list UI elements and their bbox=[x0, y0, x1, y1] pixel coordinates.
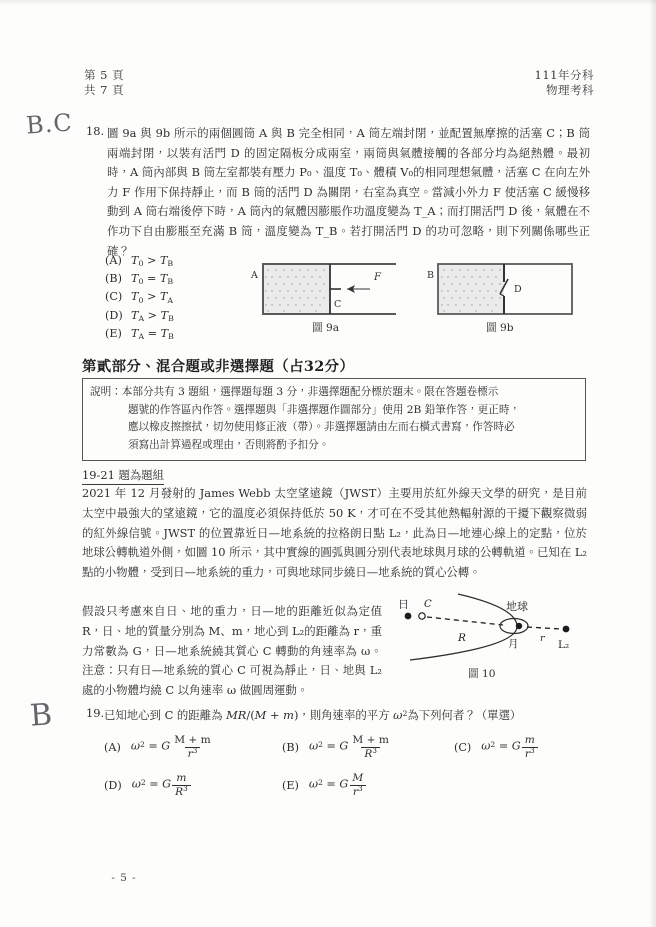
instruction-line-1 bbox=[90, 384, 578, 402]
figure-10-label-r: r bbox=[540, 633, 545, 644]
figure-9-svg bbox=[248, 258, 592, 338]
group-paragraph-1: 2021 年 12 月發射的 James Webb 太空望遠鏡（JWST）主要用於紅外線天文學的研究，是目前太空中最強大的望遠鏡，它的溫度必須保持低於 50 K，才可在不受其他熱輻射源的干擾下觀察微弱的紅外線信號。JWST 的位置靠近日—地系統的拉格朗日點 L₂，此為日—地連心線上的定點，位於地球公轉軌道外側，如圖 10 所示，其中實線的圓弧與圓分別代表地球與月球的公轉軌道。已知在 L₂點的小物體，受到日—地系統的重力，可與地球同步繞日—地系統的質心公轉。 bbox=[82, 486, 587, 580]
option-label: (C) bbox=[454, 740, 472, 754]
question-18-number: 18. bbox=[86, 124, 105, 138]
option-text: $T_0 > T_A$ bbox=[131, 290, 174, 305]
question-19-options bbox=[104, 728, 596, 804]
page-footer: - 5 - bbox=[111, 872, 137, 884]
figure-10-label-L2: L₂ bbox=[558, 639, 570, 651]
figure-9a-caption: 圖 9a bbox=[312, 322, 340, 334]
frac-numerator: M + m bbox=[352, 734, 389, 747]
option-label: (E) bbox=[105, 326, 122, 340]
option-formula: $\omega^2 = G$ $\frac{M + m}{R^3}$ bbox=[309, 734, 393, 759]
option-row[interactable] bbox=[105, 252, 174, 270]
frac-denominator: $r^3$ bbox=[185, 747, 201, 760]
figure-9a-label-A: A bbox=[251, 270, 258, 281]
handwritten-answer-q19: B bbox=[28, 697, 55, 734]
frac-denominator: $R^3$ bbox=[361, 747, 380, 760]
option-B[interactable] bbox=[282, 728, 454, 766]
option-row[interactable] bbox=[105, 288, 174, 306]
figure-9b-caption: 圖 9b bbox=[486, 322, 514, 334]
figure-10-label-C: C bbox=[424, 599, 432, 610]
part-2-heading: 第貳部分、混合題或非選擇題（占32分） bbox=[82, 358, 355, 375]
option-label: (A) bbox=[105, 254, 122, 267]
instruction-line-2: 題號的作答區內作答。選擇題與「非選擇題作圖部分」使用 2B 鉛筆作答，更正時， bbox=[128, 403, 521, 416]
page-count-header bbox=[84, 68, 124, 98]
figure-10-label-sun: 日 bbox=[398, 598, 409, 611]
earth-marker bbox=[516, 623, 522, 629]
option-label: (D) bbox=[105, 308, 123, 322]
exam-year-label: 111年分科 bbox=[534, 68, 594, 82]
frac-numerator: M + m bbox=[174, 734, 211, 747]
instruction-line-4: 須寫出計算過程或理由，否則將酌予扣分。 bbox=[128, 438, 330, 451]
option-formula: $\omega^2 = G$ $\frac{m}{r^3}$ bbox=[481, 734, 538, 759]
page-total-label: 共 7 頁 bbox=[84, 83, 125, 97]
figure-10 bbox=[396, 592, 592, 692]
figure-9b-diagram bbox=[438, 264, 572, 314]
option-row-1 bbox=[104, 728, 596, 766]
exam-subject-label: 物理考科 bbox=[546, 83, 594, 97]
figure-9a-label-F: F bbox=[374, 272, 381, 283]
option-label: (B) bbox=[105, 272, 122, 286]
question-18-options bbox=[105, 252, 174, 343]
frac-denominator: $r^3$ bbox=[522, 747, 538, 760]
figure-10-label-earth: 地球 bbox=[506, 600, 528, 613]
instruction-line-3: 應以橡皮擦擦拭，切勿使用修正液（帶）。非選擇題請由左而右橫式書寫，作答時必 bbox=[128, 421, 515, 434]
option-C[interactable] bbox=[454, 728, 539, 766]
figure-9a-label-C: C bbox=[334, 299, 342, 310]
l2-marker bbox=[563, 626, 570, 633]
frac-denominator: $r^3$ bbox=[350, 785, 366, 798]
barycenter-marker bbox=[419, 613, 425, 619]
option-A[interactable] bbox=[104, 728, 282, 766]
option-label: (D) bbox=[104, 778, 122, 792]
option-row-2 bbox=[104, 766, 596, 804]
option-formula: $\omega^2 = G$ $\frac{m}{R^3}$ bbox=[132, 772, 192, 797]
option-label: (C) bbox=[105, 290, 123, 304]
scan-edge-right bbox=[649, 0, 656, 927]
figure-9 bbox=[248, 258, 592, 338]
frac-numerator: M bbox=[352, 772, 364, 785]
figure-10-label-moon: 月 bbox=[508, 638, 519, 650]
page-current-label: 第 5 頁 bbox=[84, 68, 125, 82]
figure-10-label-R: R bbox=[458, 632, 466, 644]
option-formula: $\omega^2 = G$ $\frac{M}{r^3}$ bbox=[309, 772, 367, 797]
scan-edge-top bbox=[0, 0, 656, 5]
instruction-text-1: 本部分共有 3 題組，選擇題每題 3 分，非選擇題配分標於題末。限在答題卷標示 bbox=[121, 386, 499, 398]
figure-9b-label-D: D bbox=[514, 284, 522, 295]
sun-marker bbox=[405, 613, 412, 620]
option-text: $T_0 > T_B$ bbox=[131, 254, 174, 269]
option-label: (A) bbox=[104, 740, 121, 754]
question-18-body: 圖 9a 與 9b 所示的兩個圓筒 A 與 B 完全相同，A 筒左端封閉，並配置無摩擦的活塞 C；B 筒兩端封閉，以裝有活門 D 的固定隔板分成兩室，兩筒與氣體接觸的各部分均為絕熱體。最初時，A 筒內部與 B 筒左室都裝有壓力 P₀、溫度 T₀、體積 V₀的相同理想氣體，活塞 C 在向左外力 F 作用下保持靜止，而 B 筒的活門 D 為關閉，右室為真空。當減小外力 F 使活塞 C 緩慢移動到 A 筒右端後停下時，A 筒內的氣體因膨脹作功溫度變為 T_A；而打開活門 D 後，氣體在不作功下自由膨脹至充滿 B 筒，溫度變為 T_B。若打開活門 D 的功可忽略，則下列關係哪些正確？ bbox=[107, 126, 590, 258]
frac-denominator: $R^3$ bbox=[172, 785, 191, 798]
question-group-title: 19-21 題為題組 bbox=[82, 467, 164, 485]
option-row[interactable] bbox=[105, 325, 174, 343]
option-label: (B) bbox=[282, 740, 299, 754]
figure-9b-label-B: B bbox=[427, 270, 434, 281]
option-text: $T_A > T_B$ bbox=[131, 308, 174, 323]
option-row[interactable] bbox=[105, 307, 174, 325]
option-text: $T_0 = T_B$ bbox=[131, 272, 174, 287]
question-19-stem: 已知地心到 C 的距離為 MR/(M + m)，則角速率的平方 $\omega^2$為下列何者？（單選） bbox=[104, 708, 522, 722]
option-label: (E) bbox=[282, 778, 299, 792]
option-E[interactable] bbox=[282, 766, 454, 804]
instruction-box bbox=[82, 378, 586, 461]
option-text: $T_A = T_B$ bbox=[131, 326, 174, 341]
option-row[interactable] bbox=[105, 270, 174, 288]
option-formula: $\omega^2 = G$ $\frac{M + m}{r^3}$ bbox=[131, 734, 215, 759]
instruction-label: 說明： bbox=[90, 386, 122, 398]
option-D[interactable] bbox=[104, 766, 282, 804]
figure-10-caption: 圖 10 bbox=[468, 668, 496, 680]
handwritten-answer-q18: B.C bbox=[25, 108, 74, 140]
moon-orbit bbox=[500, 619, 528, 634]
group-paragraph-2: 假設只考慮來自日、地的重力，日—地的距離近似為定值 R，日、地的質量分別為 M、m，地心到 L₂的距離為 r，重力常數為 G，日—地系統繞其質心 C 轉動的角速率為 ω。注意：只有日—地系統的質心 C 可視為靜止，日、地與 L₂處的小物體均繞 C 以角速率 ω 做圓周運動。 bbox=[82, 604, 382, 698]
frac-numerator: m bbox=[524, 734, 535, 747]
exam-header bbox=[535, 68, 594, 98]
question-19-number: 19. bbox=[86, 706, 105, 720]
frac-numerator: m bbox=[176, 772, 187, 785]
